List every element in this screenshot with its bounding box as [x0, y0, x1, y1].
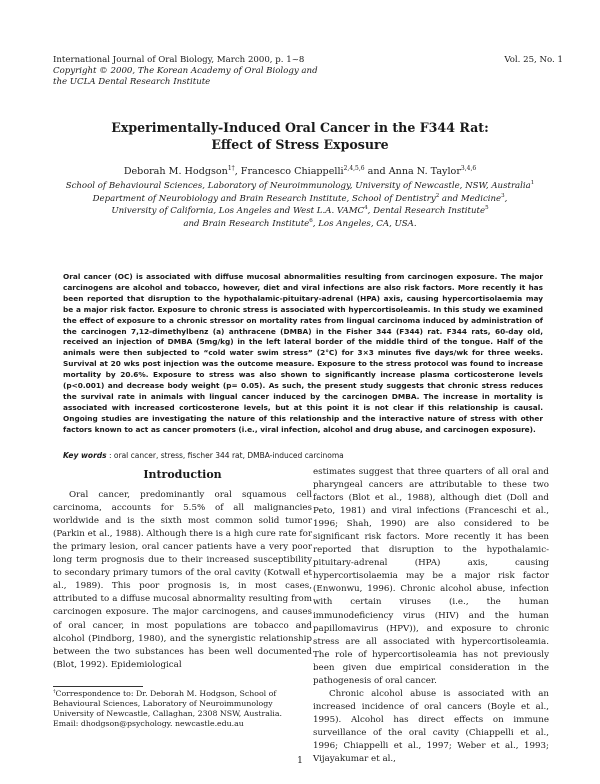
footnote-mark: † — [53, 688, 56, 695]
author-3-sup: 3,4,6 — [460, 164, 477, 172]
keywords-text: : oral cancer, stress, fischer 344 rat, DMBA-induced carcinoma — [109, 451, 344, 460]
affiliation-line-4: and Brain Research Institute$^6$, Los Angeles, CA, USA. — [183, 217, 417, 229]
journal-citation — [53, 55, 383, 88]
author-list: Deborah M. Hodgson$^{1\dagger}$, Francesco Chiappelli$^{2,4,5,6}$ and Anna N. Taylor$^{3,4,6}$ — [123, 164, 477, 177]
paper-title — [0, 119, 600, 153]
volume-label: Vol. 25, No. 1 — [504, 55, 563, 65]
abstract: Oral cancer (OC) is associated with diffuse mucosal abnormalities resulting from carcinogen exposure. The major carcinogens are alcohol and tobacco, however, diet and viral infections are also risk factors. More recently it has been reported that disruption to the hypothalamic-pituitary-adrenal (HPA) axis, causing hypercortisolaemia may be a major risk factor. Exposure to chronic stress is associated with hypercortisoleamis. In this study we examined the effect of exposure to a chronic stressor on mortality rates from lingual carcinoma induced by administration of the carcinogen 7,12-dimethylbenz (a) anthracene (DMBA) in the Fisher 344 (F344) rat. F344 rats, 60-day old, received an injection of DMBA (5mg/kg) in the left lateral border of the middle third of the tongue. Half of the animals were then subjected to “cold water swim stress” (2°C) for 3×3 minutes five days/wk for three weeks. Survival at 20 wks post injection was the outcome measure. Exposure to the stress protocol was found to increase mortality by 20.6%. Exposure to stress was also shown to significantly increase plasma corticosterone levels (p<0.001) and decrease body weight (p= 0.05). As such, the present study suggests that chronic stress reduces the survival rate in animals with lingual cancer induced by the carcinogen DMBA. The increase in mortality is associated with increased corticosterone levels, but at this point it is not clear if this relationship is causal. Ongoing studies are investigating the nature of this relationship and the interactive nature of stress with other factors known to act as cancer promoters (i.e., viral infection, alcohol and drug abuse, and carcinogen exposure). — [63, 272, 543, 434]
page-number: 1 — [297, 756, 303, 766]
title-line-2: Effect of Stress Exposure — [211, 137, 389, 152]
author-1: Deborah M. Hodgson — [123, 166, 228, 177]
author-2: Francesco Chiappelli — [240, 166, 344, 177]
intro-paragraph-continued: estimates suggest that three quarters of all oral and pharyngeal cancers are attributable to these two factors (Blot et al., 1988), although diet (Doll and Peto, 1981) and viral infections (Franceschi et al., 1996; Shah, 1990) are also considered to be significant risk factors. More recently it has been reported that disruption to the hypothalamic-pituitary-adrenal (HPA) axis, causing hypercortisolaemia may be a major risk factor (Enwonwu, 1996). Chronic alcohol abuse, infection with certain viruses (i.e., the human immunodeficiency virus (HIV) and the human papillomavirus (HPV)), and exposure to chronic stress are all associated with hypercortisoleamia. The role of hypercortisoleamia has not previously been given due empirical consideration in the pathogenesis of oral cancer. — [313, 467, 549, 686]
copyright-line: Copyright © 2000, The Korean Academy of Oral Biology and — [53, 66, 318, 76]
keywords-label: Key words — [63, 451, 107, 460]
copyright-line-2: the UCLA Dental Research Institute — [53, 77, 211, 87]
correspondence-footnote — [53, 689, 303, 729]
author-3: and Anna N. Taylor — [367, 166, 461, 177]
intro-paragraph-2: Chronic alcohol abuse is associated with an increased incidence of oral cancers (Boyle et al., 1995). Alcohol has direct effects on immune surveillance of the oral cavity (Chiappelli et al., 1996; Chiappelli et al., 1997; Weber et al., 1993; Vijayakumar et al., — [313, 688, 549, 765]
footnote-divider — [53, 686, 143, 687]
right-column — [313, 466, 549, 766]
affiliations — [0, 180, 600, 230]
keywords — [63, 451, 543, 461]
footnote-text: Correspondence to: Dr. Deborah M. Hodgson, School of Behavioural Sciences, Laboratory of Neuroimmunology University of Newcastle, Callaghan, 2308 NSW, Australia. Email: dhodgson@psychology. newcastle.edu.au — [53, 689, 282, 728]
title-line-1: Experimentally-Induced Oral Cancer in the F344 Rat: — [111, 120, 489, 135]
intro-paragraph-1: Oral cancer, predominantly oral squamous cell carcinoma, accounts for 5.5% of all malignancies worldwide and is the sixth most common solid tumor (Parkin et al., 1988). Although there is a high cure rate for the primary lesion, oral cancer patients have a very poor long term prognosis due to their increased susceptibility to secondary primary tumors of the oral cavity (Kotwall et al., 1989). This poor prognosis is, in most cases, attributed to a diffuse mucosal abnormality resulting from carcinogen exposure. The major carcinogens, and causes of oral cancer, in most populations are tobacco and alcohol (Pindborg, 1980), and the synergistic relationship between the two substances has been well documented (Blot, 1992). Epidemiological — [53, 490, 312, 670]
journal-line: International Journal of Oral Biology, March 2000, p. 1~8 — [53, 55, 305, 65]
left-column — [53, 466, 312, 672]
affiliation-line-1: School of Behavioural Sciences, Laboratory of Neuroimmunology, University of Newcastle, NSW, Australia$^1$ — [65, 180, 535, 191]
author-1-sup: 1† — [227, 164, 235, 172]
affiliation-line-2: Department of Neurobiology and Brain Research Institute, School of Dentistry$^2$ and Medicine$^3$, — [92, 192, 508, 204]
section-heading: Introduction — [143, 468, 222, 481]
author-2-sup: 2,4,5,6 — [343, 164, 365, 172]
affiliation-line-3: University of California, Los Angeles and West L.A. VAMC$^4$, Dental Research Institute$^5$ — [111, 205, 489, 216]
